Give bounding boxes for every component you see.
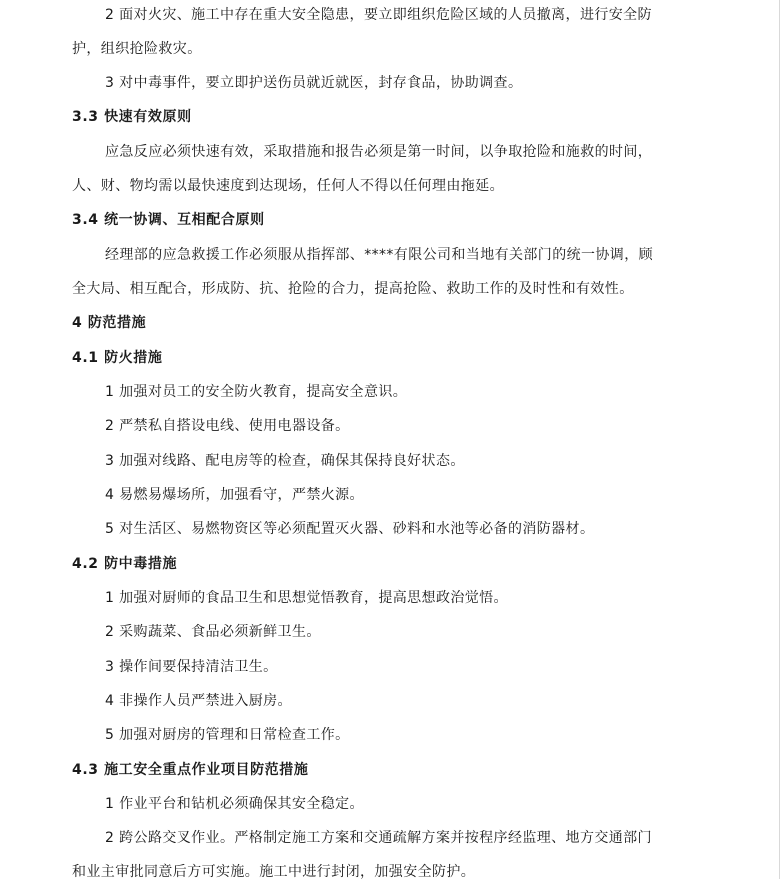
paragraph-line: 3 对中毒事件，要立即护送伤员就近就医，封存食品，协助调查。	[105, 75, 523, 91]
section-heading: 3.4 统一协调、互相配合原则	[72, 212, 265, 228]
paragraph-line: 2 面对火灾、施工中存在重大安全隐患，要立即组织危险区域的人员撤离，进行安全防	[105, 7, 652, 23]
list-item: 2 严禁私自搭设电线、使用电器设备。	[105, 418, 350, 434]
section-heading: 4.3 施工安全重点作业项目防范措施	[72, 762, 309, 778]
list-item: 2 跨公路交叉作业。严格制定施工方案和交通疏解方案并按程序经监理、地方交通部门	[105, 830, 652, 846]
list-item: 1 加强对厨师的食品卫生和思想觉悟教育，提高思想政治觉悟。	[105, 590, 508, 606]
section-heading: 3.3 快速有效原则	[72, 109, 192, 125]
section-heading: 4.2 防中毒措施	[72, 556, 178, 572]
list-item: 1 加强对员工的安全防火教育，提高安全意识。	[105, 384, 408, 400]
list-item: 3 操作间要保持清洁卫生。	[105, 659, 278, 675]
paragraph-line: 全大局、相互配合，形成防、抗、抢险的合力，提高抢险、救助工作的及时性和有效性。	[72, 281, 634, 297]
list-item: 4 非操作人员严禁进入厨房。	[105, 693, 292, 709]
list-item: 2 采购蔬菜、食品必须新鲜卫生。	[105, 624, 321, 640]
list-item: 5 加强对厨房的管理和日常检查工作。	[105, 727, 350, 743]
list-item: 3 加强对线路、配电房等的检查，确保其保持良好状态。	[105, 453, 465, 469]
list-item: 4 易燃易爆场所，加强看守，严禁火源。	[105, 487, 364, 503]
paragraph-line: 人、财、物均需以最快速度到达现场，任何人不得以任何理由拖延。	[72, 178, 504, 194]
paragraph-line: 护，组织抢险救灾。	[72, 41, 202, 57]
list-item: 5 对生活区、易燃物资区等必须配置灭火器、砂料和水池等必备的消防器材。	[105, 521, 595, 537]
list-item: 1 作业平台和钻机必须确保其安全稳定。	[105, 796, 364, 812]
paragraph-line: 和业主审批同意后方可实施。施工中进行封闭，加强安全防护。	[72, 864, 476, 879]
paragraph-line: 应急反应必须快速有效，采取措施和报告必须是第一时间，以争取抢险和施救的时间，	[105, 144, 653, 160]
section-heading: 4 防范措施	[72, 315, 147, 331]
paragraph-line: 经理部的应急救援工作必须服从指挥部、****有限公司和当地有关部门的统一协调，顾	[105, 247, 653, 263]
section-heading: 4.1 防火措施	[72, 350, 163, 366]
